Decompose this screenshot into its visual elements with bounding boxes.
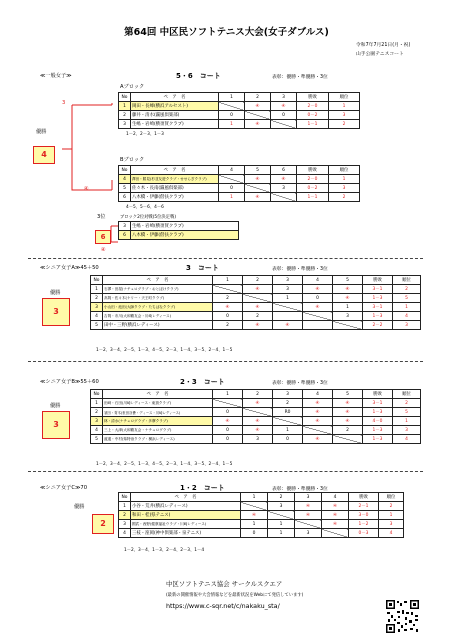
col-header: No — [119, 166, 131, 175]
col-header: 3 — [271, 93, 297, 102]
cell: 小谷・荒井(横浜レディース) — [131, 502, 241, 511]
cell: ④ — [303, 417, 333, 426]
third-table — [118, 221, 239, 240]
cell — [333, 435, 363, 444]
cell: 1 — [379, 511, 404, 520]
col-header: 勝敗 — [363, 276, 393, 285]
col-header: 順位 — [393, 276, 421, 285]
col-header: 順位 — [393, 390, 421, 399]
cell: 2 — [213, 294, 243, 303]
table-row — [91, 303, 421, 312]
table-row — [119, 231, 239, 240]
cell: 0 — [213, 435, 243, 444]
col-header: 5 — [245, 166, 271, 175]
cell: 3 — [243, 435, 273, 444]
col-header: 4 — [219, 166, 245, 175]
cell: 2 — [91, 294, 103, 303]
cell: 1－3 — [363, 435, 393, 444]
cell: 1 — [91, 399, 103, 408]
cell: 和田・桂(県テニス) — [131, 511, 241, 520]
cell: ④ — [322, 511, 349, 520]
col-header: 1 — [213, 276, 243, 285]
cell: 三上・大津(大和鶴友会・ナチュログラブ) — [103, 426, 213, 435]
cell — [303, 312, 333, 321]
col-header: ペ ア 名 — [103, 276, 213, 285]
league-table — [90, 275, 421, 330]
col-header: 6 — [271, 166, 297, 175]
col-header: 2 — [245, 93, 271, 102]
col-header: ペ ア 名 — [131, 493, 241, 502]
third-label: 3位 — [97, 214, 106, 220]
winner-box: 4 — [33, 146, 55, 164]
cell: 6 — [119, 231, 131, 240]
cell: 2 — [393, 285, 421, 294]
cell: 吉岡・市川(大和鶴友会・川崎レディース) — [103, 312, 213, 321]
cell: 2 — [119, 511, 131, 520]
table-row — [119, 502, 404, 511]
table-row — [91, 399, 421, 408]
cell: 生嶋・岩崎(横須賀クラブ) — [131, 222, 239, 231]
cell: 3 — [91, 417, 103, 426]
cell: ④ — [333, 417, 363, 426]
table-row — [91, 426, 421, 435]
table-row — [119, 529, 404, 538]
cell — [333, 321, 363, 330]
winner-label: 優勝 — [36, 129, 47, 135]
cell: 1 — [119, 502, 131, 511]
cell: 0－2 — [297, 111, 329, 120]
cell — [273, 417, 303, 426]
bracket-a-no: 3 — [62, 100, 66, 106]
cell: 1 — [119, 102, 131, 111]
cell: ④ — [322, 502, 349, 511]
cell: 2 — [393, 399, 421, 408]
cell: 3 — [273, 285, 303, 294]
cell: 3 — [329, 184, 360, 193]
award-rule: 表彰：優勝・準優勝・3位 — [272, 75, 328, 80]
table-row — [91, 321, 421, 330]
cell: 1－1 — [297, 193, 329, 202]
cell: ④ — [243, 417, 273, 426]
footer-url[interactable]: https://www.c-sqr.net/c/nakaku_sta/ — [166, 602, 280, 610]
cell: 1 — [219, 193, 245, 202]
cell: 3 — [271, 184, 297, 193]
cell: R0 — [273, 408, 303, 417]
cell: 1 — [273, 426, 303, 435]
cell: 1 — [268, 529, 295, 538]
cell: 1 — [241, 520, 268, 529]
cell: 0 — [219, 184, 245, 193]
cell: 渡邊・中村(県特治クラブ・横浜レディース) — [103, 435, 213, 444]
table-row — [91, 312, 421, 321]
third-note: ブロック2位対戦(5位決定戦) — [120, 215, 176, 220]
court-label: 5・6 コート — [176, 72, 221, 80]
cell: ④ — [273, 321, 303, 330]
cell: 2 — [273, 399, 303, 408]
cell — [243, 408, 273, 417]
col-header: No — [91, 390, 103, 399]
cell: ④ — [333, 285, 363, 294]
cell — [303, 321, 333, 330]
cell: 1 — [329, 102, 360, 111]
cell: 1－3 — [363, 294, 393, 303]
cell: 3－1 — [363, 285, 393, 294]
cell — [273, 303, 303, 312]
cell: ④ — [303, 399, 333, 408]
cell: ④ — [333, 408, 363, 417]
cell: 0 — [213, 312, 243, 321]
cell: ④ — [243, 321, 273, 330]
col-header: 順位 — [329, 166, 360, 175]
col-header: ペ ア 名 — [131, 166, 219, 175]
cell: 5 — [91, 435, 103, 444]
third-score: ④ — [101, 247, 106, 253]
cell: 1 — [273, 294, 303, 303]
cell: ④ — [271, 102, 297, 111]
cell: ④ — [333, 399, 363, 408]
cell: 小山田・池田(大師クラブ・たちばなクラブ) — [103, 303, 213, 312]
section-label: ≪シニア女子A≫45＋50 — [40, 265, 99, 271]
cell: 1－3 — [363, 312, 393, 321]
cell: 1－3 — [363, 408, 393, 417]
cell: 0 — [213, 426, 243, 435]
cell: 1－3 — [363, 426, 393, 435]
cell: 3 — [393, 321, 421, 330]
cell: 3－0 — [349, 511, 379, 520]
divider — [28, 258, 423, 259]
winner-label: 優勝 — [50, 403, 61, 409]
col-header: 勝敗 — [363, 390, 393, 399]
table-row — [91, 435, 421, 444]
cell — [241, 502, 268, 511]
cell — [322, 529, 349, 538]
cell: 4 — [91, 312, 103, 321]
table-row — [119, 511, 404, 520]
cell: 0 — [303, 294, 333, 303]
cell: 3 — [379, 520, 404, 529]
col-header: 3 — [273, 390, 303, 399]
cell: 3 — [119, 120, 131, 129]
cell: ④ — [303, 285, 333, 294]
cell: 2 — [91, 408, 103, 417]
cell: 3 — [333, 312, 363, 321]
cell: 3 — [119, 222, 131, 231]
cell — [213, 399, 243, 408]
cell: ④ — [245, 175, 271, 184]
winner-box: 2 — [92, 514, 114, 534]
col-header: 2 — [268, 493, 295, 502]
footer-org: 中区ソフトテニス協会 サークルスクエア — [166, 580, 283, 588]
bracket-b-no: ④ — [84, 186, 89, 192]
table-row — [91, 294, 421, 303]
award-rule: 表彰：優勝・準優勝・3位 — [272, 487, 328, 492]
cell: 0 — [241, 529, 268, 538]
cell: 0 — [219, 111, 245, 120]
cell: ④ — [243, 399, 273, 408]
col-header: 勝敗 — [297, 93, 329, 102]
match-order: 4－5、5－6、4－6 — [126, 205, 164, 210]
divider — [28, 471, 423, 472]
league-table — [118, 492, 404, 538]
qr-code-icon — [386, 600, 419, 633]
cell: 0 — [271, 111, 297, 120]
cell: 2－2 — [363, 321, 393, 330]
cell: 岡田・長峰(横浜アルセスト) — [131, 102, 219, 111]
col-header: 3 — [295, 493, 322, 502]
cell: ④ — [271, 175, 297, 184]
cell: 1 — [268, 520, 295, 529]
court-label: 3 コート — [186, 264, 219, 272]
col-header: 4 — [303, 276, 333, 285]
table-row — [119, 222, 239, 231]
table-row — [91, 285, 421, 294]
cell: 2 — [329, 193, 360, 202]
cell: ④ — [243, 303, 273, 312]
cell: 佐々木・長南(瀛風倶楽部) — [131, 184, 219, 193]
col-header: 5 — [333, 390, 363, 399]
cell: ④ — [303, 408, 333, 417]
col-header: No — [119, 93, 131, 102]
cell: 3－1 — [363, 303, 393, 312]
cell: 2 — [243, 312, 273, 321]
cell: 林・清水(ナチュログラブ・多摩クラブ) — [103, 417, 213, 426]
col-header: No — [91, 276, 103, 285]
cell: ④ — [245, 120, 271, 129]
table-row — [119, 520, 404, 529]
col-header: 1 — [241, 493, 268, 502]
cell: 2 — [213, 321, 243, 330]
match-order: 1－2、2－3、1－3 — [126, 132, 164, 137]
divider — [28, 361, 423, 362]
col-header: 順位 — [329, 93, 360, 102]
col-header: 1 — [213, 390, 243, 399]
col-header: 勝敗 — [349, 493, 379, 502]
col-header: No — [119, 493, 131, 502]
table-row — [91, 408, 421, 417]
col-header: 4 — [322, 493, 349, 502]
cell: 澤田・勝見(杉並友遊クラブ・せせらぎクラブ) — [131, 175, 219, 184]
cell: ④ — [295, 511, 322, 520]
cell: 3 — [268, 502, 295, 511]
cell — [213, 285, 243, 294]
cell: 1－2 — [349, 520, 379, 529]
cell: 田﨑・石田(川崎レディース・東頂クラブ) — [103, 399, 213, 408]
col-header: 5 — [333, 276, 363, 285]
table-row — [91, 417, 421, 426]
footer-note: (最新の開催情報や大会情報などを最新状況をWebにて発信しています) — [166, 593, 304, 598]
cell: ④ — [303, 303, 333, 312]
cell: 1 — [219, 120, 245, 129]
cell: 3 — [91, 303, 103, 312]
cell: 2 — [333, 426, 363, 435]
match-order: 1－2、3－4、1－3、2－4、2－3、1－4 — [124, 548, 205, 553]
cell: 1 — [329, 175, 360, 184]
cell: ④ — [303, 435, 333, 444]
cell: ④ — [243, 426, 273, 435]
cell: 生嶋・岩崎(横須賀クラブ) — [131, 120, 219, 129]
section-label: ≪シニア女子B≫55＋60 — [40, 379, 99, 385]
third-winner-box: 6 — [95, 230, 111, 244]
cell: 3 — [295, 529, 322, 538]
cell: 3 — [393, 426, 421, 435]
cell: 0－2 — [297, 184, 329, 193]
court-label: 1・2 コート — [180, 484, 225, 492]
page-title: 第64回 中区民ソフトテニス大会(女子ダブルス) — [124, 27, 329, 38]
cell: 八木橋・伊藤(偕扶クラブ) — [131, 193, 219, 202]
cell: 2 — [119, 111, 131, 120]
cell: 5 — [119, 184, 131, 193]
cell: 三枝・窪岡(神中俱楽部・泉テニス) — [131, 529, 241, 538]
cell — [243, 294, 273, 303]
cell: 2 — [379, 502, 404, 511]
section-label: ≪シニア女子C≫70 — [40, 485, 88, 491]
col-header: ペ ア 名 — [103, 390, 213, 399]
cell: ④ — [295, 502, 322, 511]
cell: 5 — [91, 321, 103, 330]
cell: 5 — [393, 294, 421, 303]
event-date: 令和7年7月21日(月・祝) — [356, 43, 411, 48]
cell: 4 — [119, 175, 131, 184]
col-header: 勝敗 — [297, 166, 329, 175]
cell: 0 — [213, 408, 243, 417]
col-header: 2 — [243, 390, 273, 399]
league-table — [90, 389, 421, 444]
cell: 3 — [329, 111, 360, 120]
cell: 4 — [119, 529, 131, 538]
cell: ④ — [333, 294, 363, 303]
cell: 0 — [273, 435, 303, 444]
cell: 1－1 — [297, 120, 329, 129]
cell: ④ — [245, 193, 271, 202]
cell: 1 — [333, 303, 363, 312]
block-b-title: Bブロック — [120, 157, 145, 163]
cell: 1 — [393, 417, 421, 426]
col-header: ペ ア 名 — [131, 93, 219, 102]
cell — [295, 520, 322, 529]
cell: ④ — [243, 285, 273, 294]
block-a-title: Aブロック — [120, 84, 145, 90]
cell: 4 — [393, 435, 421, 444]
col-header: 2 — [243, 276, 273, 285]
cell: 藤井・清水(瀛風倶楽部) — [131, 111, 219, 120]
cell: 6 — [119, 193, 131, 202]
cell: 3－1 — [363, 399, 393, 408]
cell: 須田・青木(世田谷蒼・ディース・川崎レディース) — [103, 408, 213, 417]
match-order: 1－2、3－4、2－5、1－3、4－5、2－3、1－4、3－5、2－4、1－5 — [96, 348, 233, 353]
cell: 石澤・田屋(ナチュログラブ・おとぼけクラブ) — [103, 285, 213, 294]
winner-label: 優勝 — [50, 290, 61, 296]
cell: 1 — [393, 303, 421, 312]
cell: 2－0 — [297, 175, 329, 184]
cell: ④ — [241, 511, 268, 520]
col-header: 1 — [219, 93, 245, 102]
cell: 2－1 — [349, 502, 379, 511]
cell: 2 — [329, 120, 360, 129]
award-rule: 表彰：優勝・準優勝・3位 — [272, 381, 328, 386]
col-header: 4 — [303, 390, 333, 399]
court-label: 2・3 コート — [180, 378, 225, 386]
cell: ④ — [213, 417, 243, 426]
section-label: ≪一般女子≫ — [40, 73, 72, 79]
winner-box: 3 — [42, 411, 70, 439]
cell: 國武・西野(健康福祉ウラブ・川崎レディース) — [131, 520, 241, 529]
winner-box: 3 — [42, 298, 70, 326]
cell: 4 — [393, 312, 421, 321]
cell: 5 — [393, 408, 421, 417]
cell: 八木橋・伊藤(偕扶クラブ) — [131, 231, 239, 240]
award-rule: 表彰：優勝・準優勝・3位 — [272, 267, 328, 272]
cell — [303, 426, 333, 435]
col-header: 順位 — [379, 493, 404, 502]
cell: 4 — [91, 426, 103, 435]
cell: 高岡・佐々木(ケリー・天王町クラブ) — [103, 294, 213, 303]
cell: 1 — [91, 285, 103, 294]
winner-label: 優勝 — [74, 504, 85, 510]
cell — [273, 312, 303, 321]
cell — [268, 511, 295, 520]
cell: 4－0 — [363, 417, 393, 426]
match-order: 1－2、3－4、2－5、1－3、4－5、2－3、1－4、3－5、2－4、1－5 — [96, 462, 233, 467]
cell: 0－3 — [349, 529, 379, 538]
cell: ④ — [322, 520, 349, 529]
cell: 田中・三野(横浜レディース) — [103, 321, 213, 330]
cell: 2－0 — [297, 102, 329, 111]
event-venue: 山手公園テニスコート — [356, 52, 404, 57]
cell: 3 — [119, 520, 131, 529]
cell: ④ — [245, 102, 271, 111]
col-header: 3 — [273, 276, 303, 285]
cell: 4 — [379, 529, 404, 538]
cell: ④ — [213, 303, 243, 312]
